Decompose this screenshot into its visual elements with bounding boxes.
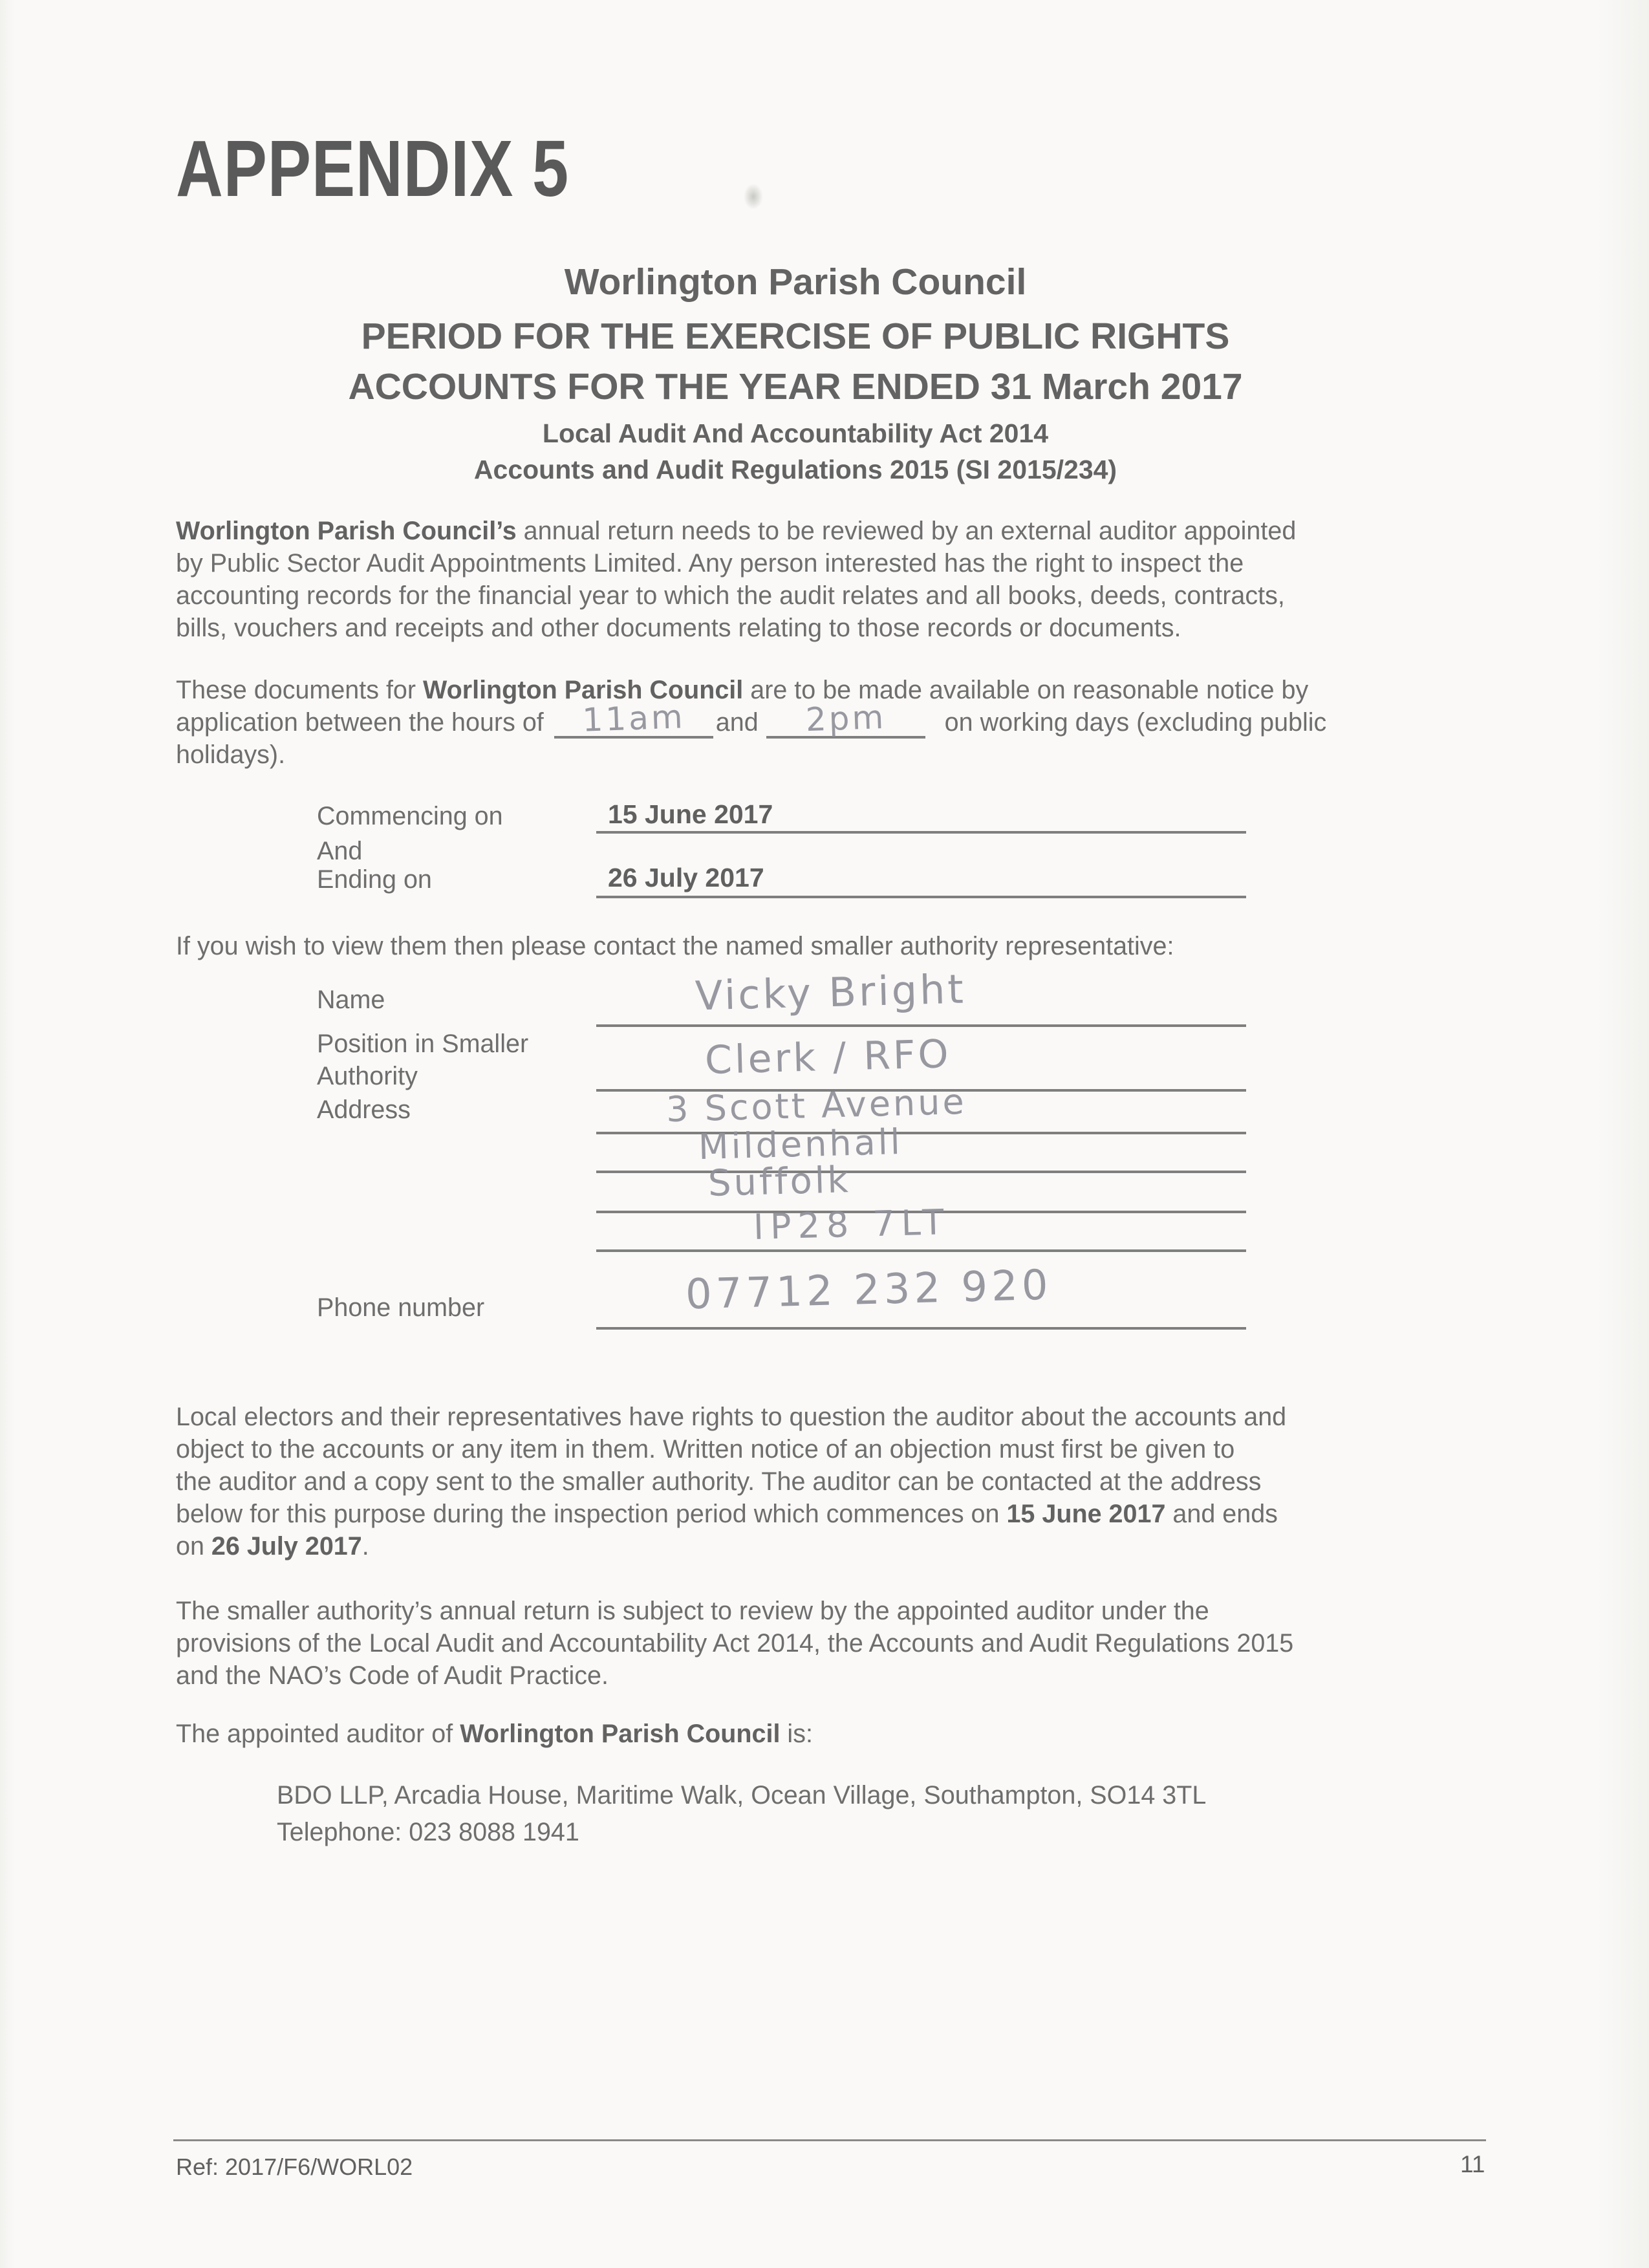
electors-line-4-pre: below for this purpose during the inspection period which commences on (176, 1500, 1007, 1528)
footer-reference: Ref: 2017/F6/WORL02 (176, 2154, 413, 2180)
paragraph-electors (176, 1401, 1286, 1562)
name-underline (596, 1024, 1246, 1027)
auditor-address-line: BDO LLP, Arcadia House, Maritime Walk, Ocean Village, Southampton, SO14 3TL (277, 1781, 1207, 1809)
availability-line-2 (176, 698, 1327, 739)
availability-line-1 (176, 674, 1326, 706)
electors-line-3: the auditor and a copy sent to the smaller authority. The auditor can be contacted at the address (176, 1467, 1262, 1496)
electors-line-5 (176, 1530, 1286, 1562)
inspection-line-3: accounting records for the financial year to which the audit relates and all books, deeds, contracts, (176, 581, 1285, 610)
handwritten-hours-from: 11am (581, 698, 686, 739)
footer-divider (173, 2139, 1486, 2141)
handwritten-position: Clerk / RFO (704, 1031, 952, 1083)
commence-date-bold: 15 June 2017 (1006, 1500, 1166, 1528)
availability-line-2-mid: and (715, 708, 759, 737)
availability-line-1-pre: These documents for (176, 676, 424, 704)
commencing-underline (596, 831, 1246, 834)
electors-line-4-rest: and ends (1165, 1500, 1278, 1528)
phone-label: Phone number (317, 1293, 485, 1322)
electors-line-2: object to the accounts or any item in them. Written notice of an objection must first be given to (176, 1435, 1235, 1463)
ending-date: 26 July 2017 (608, 863, 764, 892)
phone-underline (596, 1327, 1246, 1330)
electors-line-5-pre: on (176, 1532, 211, 1561)
contact-intro: If you wish to view them then please contact the named smaller authority representative: (176, 932, 1174, 960)
ending-underline (596, 896, 1246, 898)
title-public-rights: PERIOD FOR THE EXERCISE OF PUBLIC RIGHTS (361, 316, 1230, 357)
title-act: Local Audit And Accountability Act 2014 (542, 418, 1049, 448)
paragraph-appointed-auditor (176, 1718, 813, 1750)
handwritten-phone: 07712 232 920 (685, 1261, 1053, 1319)
handwritten-address-line-1: 3 Scott Avenue (665, 1081, 967, 1130)
review-line-3: and the NAO’s Code of Audit Practice. (176, 1661, 609, 1690)
electors-line-4 (176, 1498, 1286, 1530)
commencing-date: 15 June 2017 (608, 799, 773, 829)
council-name-bold: Worlington Parish Council’s (176, 517, 517, 545)
paragraph-availability (176, 674, 1326, 771)
council-name-bold-3: Worlington Parish Council (460, 1720, 781, 1748)
appointed-auditor-pre: The appointed auditor of (176, 1720, 460, 1748)
address-underline-4 (596, 1249, 1246, 1252)
review-line-2: provisions of the Local Audit and Accountability Act 2014, the Accounts and Audit Regulations 2015 (176, 1629, 1294, 1658)
end-date-bold: 26 July 2017 (211, 1532, 362, 1561)
inspection-line-1 (176, 515, 1296, 547)
appointed-auditor-rest: is: (780, 1720, 813, 1748)
availability-line-3: holidays). (176, 740, 286, 769)
availability-line-2-pre: application between the hours of (176, 708, 544, 737)
hours-to-underline (766, 698, 925, 739)
appointed-auditor-line (176, 1718, 813, 1750)
position-label-line-2: Authority (317, 1062, 418, 1090)
inspection-line-4: bills, vouchers and receipts and other documents relating to those records or documents. (176, 614, 1181, 642)
title-block (0, 261, 1591, 485)
address-underline-2 (596, 1171, 1246, 1173)
handwritten-hours-to: 2pm (804, 698, 887, 739)
paragraph-inspection (176, 515, 1296, 644)
handwritten-address-line-4: IP28 7LT (753, 1202, 951, 1247)
address-underline-1 (596, 1132, 1246, 1134)
paragraph-review (176, 1595, 1293, 1692)
hours-from-underline (554, 698, 713, 739)
electors-line-5-rest: . (361, 1532, 369, 1561)
address-label: Address (317, 1096, 411, 1124)
footer-page-number: 11 (1460, 2151, 1485, 2177)
inspection-line-2: by Public Sector Audit Appointments Limited. Any person interested has the right to inspect the (176, 549, 1244, 578)
position-label-line-1: Position in Smaller (317, 1030, 529, 1058)
handwritten-name: Vicky Bright (695, 965, 967, 1020)
availability-line-1-rest: are to be made available on reasonable notice by (743, 676, 1309, 704)
title-accounts-year: ACCOUNTS FOR THE YEAR ENDED 31 March 2017 (348, 366, 1243, 407)
and-label: And (317, 837, 363, 865)
handwritten-address-line-2: Mildenhall (698, 1121, 903, 1168)
handwritten-address-line-3: Suffolk (707, 1159, 852, 1205)
council-name-bold-2: Worlington Parish Council (423, 676, 744, 704)
review-line-1: The smaller authority’s annual return is subject to review by the appointed auditor under the (176, 1597, 1209, 1625)
commencing-label: Commencing on (317, 802, 503, 830)
scan-smudge-mark (744, 184, 763, 210)
auditor-telephone-line: Telephone: 023 8088 1941 (277, 1818, 579, 1846)
title-regulations: Accounts and Audit Regulations 2015 (SI 2015/234) (473, 455, 1117, 484)
auditor-address-block (277, 1777, 1206, 1851)
appendix-heading: APPENDIX 5 (176, 125, 569, 213)
name-label: Name (317, 986, 385, 1014)
availability-line-2-rest: on working days (excluding public (944, 708, 1327, 737)
electors-line-1: Local electors and their representatives have rights to question the auditor about the accounts and (176, 1403, 1287, 1431)
ending-label: Ending on (317, 865, 432, 894)
inspection-line-1-text: annual return needs to be reviewed by an external auditor appointed (516, 517, 1297, 545)
title-council-name: Worlington Parish Council (564, 261, 1027, 303)
